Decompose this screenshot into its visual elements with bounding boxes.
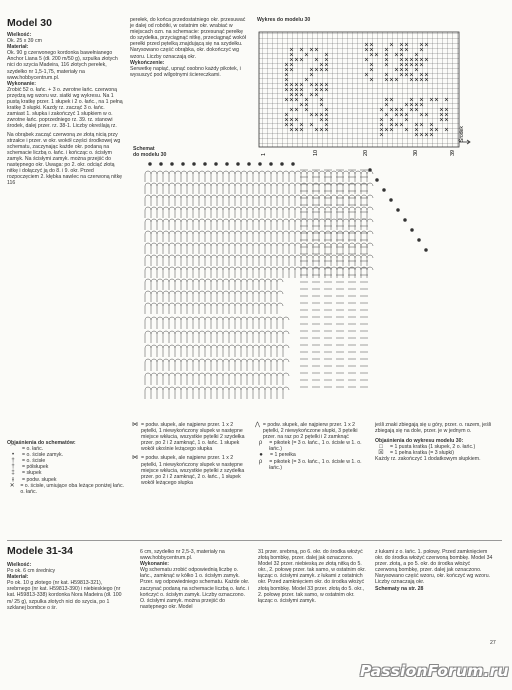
legend-text-tr: = podw. słupek xyxy=(22,476,57,483)
chart-axis-30: 30 xyxy=(413,149,419,156)
model31-col4 xyxy=(375,549,493,592)
model31-col3-text: 31 przer. srebrną, po 6. okr. do środka włożyć złotą bombkę, przer. dalej jak oznaczono. Model 32 przer. niebieską ze złotą nitką do 5. okr., 2. połowę przer. tak samo, w ostatnim okr. łącząc o. ścisłymi zamyk. z łukami z ostatnich okr. Przed zamknięciem okr. do środka włożyć złotą bombkę. Model 33 przer. złotą do 5. okr., 2. połowę przer. tak samo, w ostatnim okr. łącząc o. ścisłymi zamyk. xyxy=(258,549,366,604)
chart-legend-empty-text: = 1 pusta kratka (1 słupek, 2 o. łańc.) xyxy=(390,444,476,451)
legend-item-cross xyxy=(7,483,125,495)
schema-title-2: do modelu 30 xyxy=(133,152,167,159)
legend-title: Objaśnienia do schematów: xyxy=(7,440,76,446)
section-divider xyxy=(7,540,502,541)
legend-mid-2 xyxy=(132,455,250,485)
legend-mid2-text-1: = podw. słupek, ale najpierw przer. 1 x 2 pętelki, 2 niewykończone słupki, 3 pętelki przer. na raz po 2 pętelki i 2 zamknąć xyxy=(262,422,358,441)
model31-title: Modele 31-34 xyxy=(7,545,73,557)
filled-square-icon: ☒ xyxy=(378,450,384,457)
finish-heading: Wykończenie: xyxy=(130,59,165,66)
double-crochet-icon: ‡ xyxy=(11,470,15,477)
legend-right-note: jeśli znaki zbiegają się u góry, przer. o. razem, jeśli zbiegają się na dole, przer. je w jednym o. xyxy=(375,422,492,435)
page-number: 27 xyxy=(490,640,496,646)
model31-col1 xyxy=(7,562,123,611)
legend-mid-text-1: = podw. słupek, ale najpierw przer. 1 x 2 pętelki, 1 niewykończony słupek w następne miejsce wkłucia, wszystkie pętelki 2 szydełka przer. po 2 i 2 zamknąć, 1 o. łańc. 1 słupek wokół ukośnie leżącego słupka xyxy=(141,422,245,453)
model31-col2-text: 6 cm, szydełko nr 2,5-3, materiały na www.hobbycentrum.pl. xyxy=(140,549,225,562)
single-crochet-icon: † xyxy=(11,458,15,465)
model31-material-heading: Materiał: xyxy=(7,574,29,581)
chart-axis-39: 39 xyxy=(450,149,456,156)
legend-text-cross: = o. ścisłe, umiujące oba leżące poniżej łańc. o. łańc. xyxy=(20,482,124,495)
legend-right xyxy=(375,422,493,463)
watermark-logo: PassionForum.ru xyxy=(360,662,509,680)
chart-axis-10: 10 xyxy=(313,149,319,156)
model31-col3 xyxy=(258,549,368,604)
legend-text-sc: = o. ścisłe xyxy=(22,458,46,465)
legend-mid-1 xyxy=(132,422,250,452)
chart-axis-1: 1 xyxy=(261,152,267,156)
model30-text-col1 xyxy=(7,32,123,186)
chart-legend-note: Każdy rz. zakończyć 1 dodatkowym słupkiem. xyxy=(375,456,481,463)
size-text: Ok. 25 x 39 cm xyxy=(7,38,42,45)
legend-middle xyxy=(132,422,250,486)
crossed-stitch-icon: ⋈ xyxy=(132,422,138,428)
model31-col2b-text: Wg schematu zrobić odpowiednią liczbę o. łańc., zamknąć w kółko 1 o. ścisłym zamyk. Przer. wg odpowiedniego schematu. Każde okr. zaczynać podaną na schemacie liczbą o. łańc. i kończyć o. ścisłym zamyk. Liczby oznaczono. O. ścisłymi zamyk. można przejść do następnego okr. Model xyxy=(140,567,250,610)
size-heading: Wielkość: xyxy=(7,32,32,38)
treble-icon: ⫲ xyxy=(12,476,14,483)
legend-text-dc: = słupek xyxy=(22,470,42,477)
work-text-1: Zrobić 52 o. łańc. + 3 o. zwrotne łańc. czerwoną przędzą wg wzoru wz. siatki wg wykresu. Na 1 pustą kratkę przer. 1 słupek i 2 o. łańc., na 1 pełną kratkę 3 słupki. Kazdy rz. zacząć 3 o. łańc. zamiast 1. słupka i zakończyć 1 słupkiem w o. zwrotne łańc. poprzedniego rz. 39. rz. stanowi środek, dalej przer. rz. 38-1. Liczby określają rz. xyxy=(7,86,123,130)
slip-stitch-icon: • xyxy=(11,452,15,459)
chart-legend-full-text: = 1 pełna kratka (= 3 słupki) xyxy=(390,450,455,457)
bead-icon: ● xyxy=(259,452,263,459)
model30-text-col2 xyxy=(130,17,246,78)
filet-chart xyxy=(257,28,473,160)
material-heading: Materiał: xyxy=(7,44,29,51)
model31-col4-text: z łukami z o. łańc. 1. połowy. Przed zamknięciem okr. do środka włożyć czerwoną bombkę. Model 34 przer. złotą, a po 5. okr. do środka włożyć czerwoną bombkę, przer. dalej jak oznaczono. Narysowano część wzoru, okr. kończyć wg wzoru. Liczby oznaczają okr. xyxy=(375,549,493,586)
crossed-stitch-2-icon: ⋈ xyxy=(132,455,138,462)
legend-mid2-text-3: = 1 perełka xyxy=(270,452,296,459)
model31-reference: Schematy na str. 28 xyxy=(375,585,424,592)
chart-axis-20: 20 xyxy=(363,149,369,156)
legend-mid2-1 xyxy=(255,422,369,440)
legend-mid-text-2: = podw. słupek, ale najpierw przer. 1 x 2 pętelki, 1 niewykończony słupek w następne miejsce wkłucia, wszystkie pętelki z szydełka przer. po 2 i 2 zamknąć, 2 o. łańc., 1 słupek wokół leżącego słupka xyxy=(141,455,245,486)
legend-mid2-2 xyxy=(255,440,369,452)
chart-legend-title: Objaśnienia do wykresu modelu 30: xyxy=(375,438,464,445)
picot-bead-icon: ρ xyxy=(258,458,263,465)
chart-title: Wykres do modelu 30 xyxy=(257,17,311,23)
lace-diagram xyxy=(140,160,440,420)
legend-left xyxy=(7,440,125,495)
material-text: Ok. 90 g czerwonego kordonka bawełnianego Anchor Liana 5 (dł. 200 m/50 g), szpulka złotych nici do szycia Madeira, 116 złotych perełek, szydełko nr 1,5-1,75, materiały na www.hobbycentrum.pl. xyxy=(7,50,118,81)
schema-title xyxy=(133,146,166,158)
legend-text-hdc: = półsłupek xyxy=(22,464,49,471)
chart-center-label: Środek xyxy=(459,126,465,142)
legend-mid2-4 xyxy=(255,459,369,471)
work-heading: Wykonanie: xyxy=(7,80,37,87)
legend-text-slip: = o. ścisłe zamyk. xyxy=(22,452,64,459)
model31-size-heading: Wielkość: xyxy=(7,562,32,568)
model31-work-heading: Wykonanie: xyxy=(140,561,170,568)
picot-icon: ρ xyxy=(258,440,263,447)
model30-title: Model 30 xyxy=(7,17,52,29)
half-double-icon: † xyxy=(11,464,15,471)
schema-title-1: Schemat xyxy=(133,146,155,152)
empty-square-icon: □ xyxy=(379,444,383,451)
chain-icon: ⌒ xyxy=(9,446,16,453)
work-text-2: Na obrąbek zacząć czerwoną ze złotą nicią przy strzałce i przer. w okr. wokół części środkowej wg schematu, zaczynając każde okr. podaną na schemacie liczbą o. łańc. i kończąc o. ścisłym zamyk. Na ścisłymi zamyk. można przejść do następnego okr. Uwaga: po 2. okr. odciąć złotą nitkę i dołączyć ją do 8. i 9. okr. Przed rozpoczęciem 2. kłębka nawlec na czerwoną nitkę 116 xyxy=(7,131,123,187)
finish-text: Serwetkę napiąć, upnąć osobno każdy pikotek, i wysuszyć pod wilgotnymi ściereczkami. xyxy=(130,65,241,78)
legend-mid2-text-4: = pikotek (= 3 o. łańc., 1 o. ścisłe w 1. o. łańc.) xyxy=(269,458,362,471)
model31-col2 xyxy=(140,549,250,610)
legend-text-chain: = o. łańc. xyxy=(22,446,44,453)
model31-size: Po ok. 6 cm średnicy xyxy=(7,568,56,575)
model31-material: Po ok. 10 g złotego (nr kat. H59813-321), srebrnego (nr kat. H59813-390) i niebieskiego (nr kat. H59813-338) kordonka Nora Madeira (dł. 100 m/ 25 g), szpulka złotych nici do szycia, po 1 szklanej bombce o śr. xyxy=(7,580,122,611)
legend-mid2-text-2: = pikotek (= 3 o. łańc., 1 o. ścisłe w 1. o. łańc.) xyxy=(269,440,362,453)
work-text-3: perełek, do końca przedostatniego okr. przesuwać je dalej od robótki, w ostatnim okr. wrabiać w miejscach ozn. na schemacie: przesunąć perełkę do szydełka, przyciągnąć nitkę, przeciągnąć wokół perełki przed pętelką znajdującą się na szydełku. Narysowano część obrąbka, okr. dokończyć wg wzoru. Liczby oznaczają okr. xyxy=(130,17,246,60)
cluster-icon: ⋀ xyxy=(255,422,260,428)
legend-middle-2 xyxy=(255,422,369,471)
cross-stitch-icon: ✕ xyxy=(9,482,15,489)
